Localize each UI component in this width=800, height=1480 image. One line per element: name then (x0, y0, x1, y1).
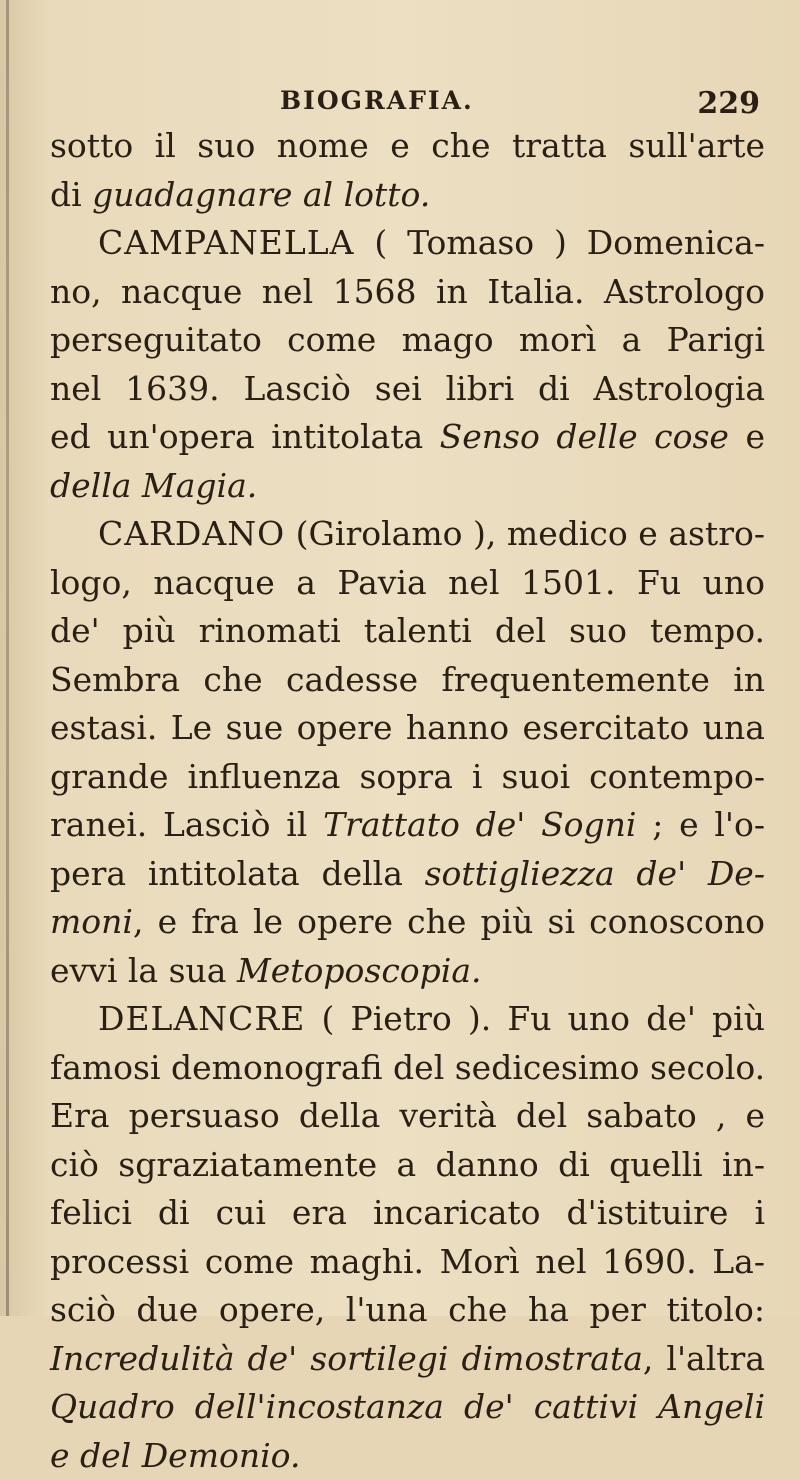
text-line: pera intitolata della sottigliezza de' De- (50, 850, 765, 899)
entry-name-delancre: DELANCRE (98, 999, 305, 1038)
italic-title: guadagnare al lotto. (92, 175, 430, 214)
entry-heading-line: CARDANO (Girolamo ), medico e astro- (50, 510, 765, 559)
text-line: grande influenza sopra i suoi contempo- (50, 753, 765, 802)
entry-name-campanella: CAMPANELLA (98, 223, 355, 262)
text-line: evvi la sua Metoposcopia. (50, 947, 765, 996)
body-text (50, 122, 765, 1480)
text-line: processi come maghi. Morì nel 1690. La- (50, 1238, 765, 1287)
text-line: nel 1639. Lasciò sei libri di Astrologia (50, 365, 765, 414)
text-line: sciò due opere, l'una che ha per titolo: (50, 1286, 765, 1335)
italic-title: sottigliezza de' De- (425, 854, 765, 893)
text-line: moni, e fra le opere che più si conoscono (50, 898, 765, 947)
text-line: Era persuaso della verità del sabato , e (50, 1092, 765, 1141)
text-line (50, 1432, 765, 1480)
italic-title: Metoposcopia. (237, 951, 482, 990)
italic-title: Incredulità de' sortilegi dimostrata (50, 1339, 643, 1378)
page-header (280, 86, 760, 126)
italic-title: e del Demonio. (50, 1436, 300, 1475)
text-line: Sembra che cadesse frequentemente in (50, 656, 765, 705)
text-line: ranei. Lasciò il Trattato de' Sogni ; e l'o- (50, 801, 765, 850)
text-line: logo, nacque a Pavia nel 1501. Fu uno (50, 559, 765, 608)
entry-name-cardano: CARDANO (98, 514, 285, 553)
text-line: ed un'opera intitolata Senso delle cose e (50, 413, 765, 462)
italic-title: Quadro dell'incostanza de' cattivi Angeli (50, 1387, 765, 1426)
italic-title: Senso delle cose (440, 417, 729, 456)
italic-title: della Magia. (50, 466, 257, 505)
running-head: BIOGRAFIA. (280, 86, 474, 115)
text-line (50, 462, 765, 511)
text-line: felici di cui era incaricato d'istituire i (50, 1189, 765, 1238)
entry-heading-line: DELANCRE ( Pietro ). Fu uno de' più (50, 995, 765, 1044)
italic-title: Trattato de' Sogni (323, 805, 636, 844)
entry-heading-line: CAMPANELLA ( Tomaso ) Domenica- (50, 219, 765, 268)
page-number: 229 (697, 86, 760, 121)
text-line: estasi. Le sue opere hanno esercitato una (50, 704, 765, 753)
text-line: perseguitato come mago morì a Parigi (50, 316, 765, 365)
text-line (50, 1383, 765, 1432)
italic-title: moni (50, 902, 133, 941)
text-line: Incredulità de' sortilegi dimostrata, l'altra (50, 1335, 765, 1384)
text-line: sotto il suo nome e che tratta sull'arte (50, 122, 765, 171)
text-line: ciò sgraziatamente a danno di quelli in- (50, 1141, 765, 1190)
text-line: de' più rinomati talenti del suo tempo. (50, 607, 765, 656)
text-line: no, nacque nel 1568 in Italia. Astrologo (50, 268, 765, 317)
text-line: di guadagnare al lotto. (50, 171, 765, 220)
binding-edge (6, 0, 9, 1316)
text-line: famosi demonografi del sedicesimo secolo. (50, 1044, 765, 1093)
